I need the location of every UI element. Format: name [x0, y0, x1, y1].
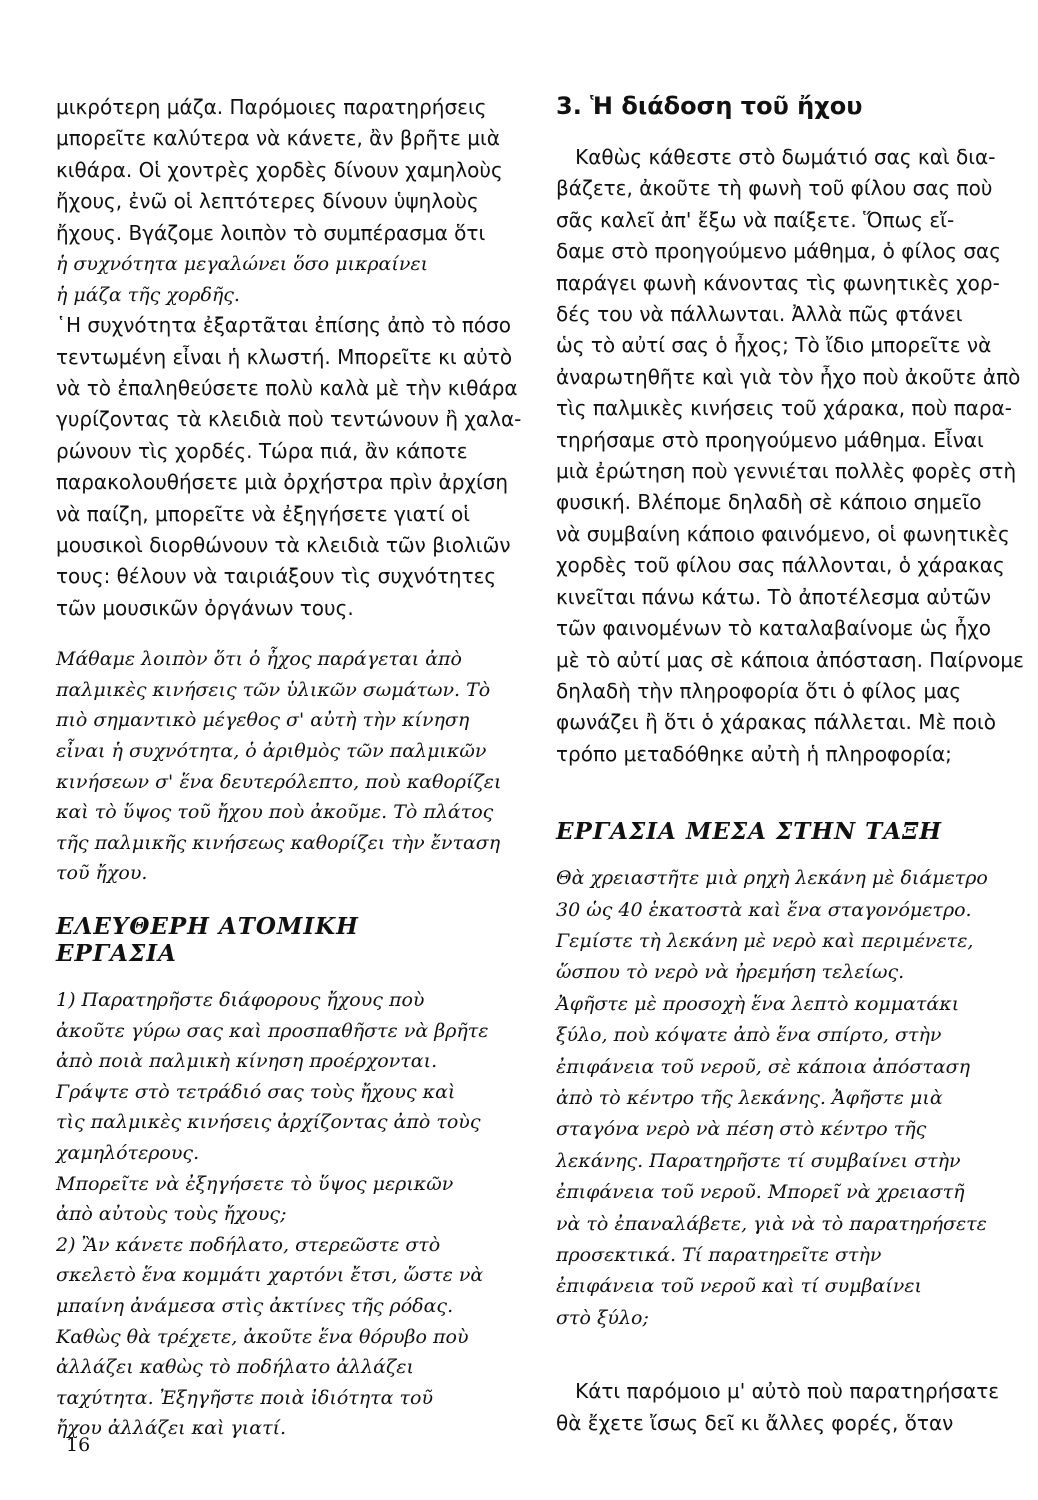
individual-exercises: 1) Παρατηρῆστε διάφορους ἤχους ποὺ ἀκοῦτε γύρω σας καὶ προσπαθῆστε νὰ βρῆτε ἀπὸ ποιὰ παλμικὴ κίνηση προέρχονται. Γράψτε στὸ τετράδιό σας τοὺς ἤχους καὶ τὶς παλμικὲς κινήσεις ἀρχίζοντας ἀπὸ τοὺς χαμηλότερους. Μπορεῖτε νὰ ἐξηγήσετε τὸ ὕψος μερικῶν ἀπὸ αὐτοὺς τοὺς ἤχους; 2) Ἂν κάνετε ποδήλατο, στερεῶστε στὸ σκελετὸ ἕνα κομμάτι χαρτόνι ἔτσι, ὥστε νὰ μπαίνη ἀνάμεσα στὶς ἀκτίνες τῆς ρόδας. Καθὼς θὰ τρέχετε, ἀκοῦτε ἕνα θόρυβο ποὺ ἀλλάζει καθὼς τὸ ποδήλατο ἀλλάζει ταχύτητα. Ἐξηγῆστε ποιὰ ἰδιότητα τοῦ ἤχου ἀλλάζει καὶ γιατί. [56, 989, 489, 1440]
summary-paragraph: Μάθαμε λοιπὸν ὅτι ὁ ἦχος παράγεται ἀπὸ παλμικὲς κινήσεις τῶν ὑλικῶν σωμάτων. Τὸ πιὸ σημαντικὸ μέγεθος σ' αὐτὴ τὴν κίνηση εἶναι ἡ συχνότητα, ὁ ἀριθμὸς τῶν παλμικῶν κινήσεων σ' ἕνα δευτερόλεπτο, ποὺ καθορίζει καὶ τὸ ὕψος τοῦ ἤχου ποὺ ἀκοῦμε. Τὸ πλάτος τῆς παλμικῆς κινήσεως καθορίζει τὴν ἔνταση τοῦ ἤχου. [56, 648, 502, 885]
right-column [556, 92, 1024, 1439]
section-heading: 3. Ἡ διάδοση τοῦ ἤχου [556, 92, 863, 120]
paragraph-tension: ῾Η συχνότητα ἐξαρτᾶται ἐπίσης ἀπὸ τὸ πόσο τεντωμένη εἶναι ἡ κλωστή. Μπορεῖτε κι αὐτὸ νὰ τὸ ἐπαληθεύσετε πολὺ καλὰ μὲ τὴν κιθάρα γυρίζοντας τὰ κλειδιὰ ποὺ τεντώνουν ἢ χαλα- ρώνουν τὶς χορδές. Τώρα πιά, ἂν κάποτε παρακολουθήσετε μιὰ ὀρχήστρα πρὶν ἀρχίση νὰ παίζη, μπορεῖτε νὰ ἐξηγήσετε γιατί οἱ μουσικοὶ διορθώνουν τὰ κλειδιὰ τῶν βιολιῶν τους: θέλουν νὰ ταιριάξουν τὶς συχνότητες τῶν μουσικῶν ὀργάνων τους. [56, 313, 522, 620]
free-individual-work-heading: ΕΛΕΥΘΕΡΗ ΑΤΟΜΙΚΗ ΕΡΓΑΣΙΑ [56, 913, 359, 968]
closing-paragraph: Κάτι παρόμοιο μ' αὐτὸ ποὺ παρατηρήσατε θὰ ἔχετε ἴσως δεῖ κι ἄλλες φορές, ὅταν [556, 1379, 1000, 1435]
classroom-work-heading: ΕΡΓΑΣΙΑ ΜΕΣΑ ΣΤΗΝ ΤΑΞΗ [556, 818, 942, 846]
paragraph-mass: μικρότερη μάζα. Παρόμοιες παρατηρήσεις μπορεῖτε καλύτερα νὰ κάνετε, ἂν βρῆτε μιὰ κιθάρα. Οἱ χοντρὲς χορδὲς δίνουν χαμηλοὺς ἤχους, ἐνῶ οἱ λεπτότερες δίνουν ὑψηλοὺς ἤχους. Βγάζομε λοιπὸν τὸ συμπέρασμα ὅτι [56, 95, 503, 245]
page-number: 16 [66, 1434, 91, 1456]
classroom-task: Θὰ χρειαστῆτε μιὰ ρηχὴ λεκάνη μὲ διάμετρο 30 ὡς 40 ἑκατοστὰ καὶ ἕνα σταγονόμετρο. Γεμίστε τὴ λεκάνη μὲ νερὸ καὶ περιμένετε, ὥσπου τὸ νερὸ νὰ ἠρεμήση τελείως. Ἀφῆστε μὲ προσοχὴ ἕνα λεπτὸ κομματάκι ξύλο, ποὺ κόψατε ἀπὸ ἕνα σπίρτο, στὴν ἐπιφάνεια τοῦ νεροῦ, σὲ κάποια ἀπόσταση ἀπὸ τὸ κέντρο τῆς λεκάνης. Ἀφῆστε μιὰ σταγόνα νερὸ νὰ πέση στὸ κέντρο τῆς λεκάνης. Παρατηρῆστε τί συμβαίνει στὴν ἐπιφάνεια τοῦ νεροῦ. Μπορεῖ νὰ χρειαστῆ νὰ τὸ ἐπαναλάβετε, γιὰ νὰ τὸ παρατηρήσετε προσεκτικά. Τί παρατηρεῖτε στὴν ἐπιφάνεια τοῦ νεροῦ καὶ τί συμβαίνει στὸ ξύλο; [556, 867, 988, 1329]
conclusion-mass-italic: ἡ συχνότητα μεγαλώνει ὅσο μικραίνει ἡ μάζα τῆς χορδῆς. [56, 253, 429, 306]
left-column [56, 92, 522, 1444]
propagation-paragraph: Καθὼς κάθεστε στὸ δωμάτιό σας καὶ δια- βάζετε, ἀκοῦτε τὴ φωνὴ τοῦ φίλου σας ποὺ σᾶς καλεῖ ἀπ' ἔξω νὰ παίξετε. Ὅπως εἴ- δαμε στὸ προηγούμενο μάθημα, ὁ φίλος σας παράγει φωνὴ κάνοντας τὶς φωνητικὲς χορ- δές του νὰ πάλλωνται. Ἀλλὰ πῶς φτάνει ὡς τὸ αὐτί σας ὁ ἦχος; Τὸ ἴδιο μπορεῖτε νὰ ἀναρωτηθῆτε καὶ γιὰ τὸν ἦχο ποὺ ἀκοῦτε ἀπὸ τὶς παλμικὲς κινήσεις τοῦ χάρακα, ποὺ παρα- τηρήσαμε στὸ προηγούμενο μάθημα. Εἶναι μιὰ ἐρώτηση ποὺ γεννιέται πολλὲς φορὲς στὴ φυσική. Βλέπομε δηλαδὴ σὲ κάποιο σημεῖο νὰ συμβαίνη κάποιο φαινόμενο, οἱ φωνητικὲς χορδὲς τοῦ φίλου σας πάλλονται, ὁ χάρακας κινεῖται πάνω κάτω. Τὸ ἀποτέλεσμα αὐτῶν τῶν φαινομένων τὸ καταλαβαίνομε ὡς ἦχο μὲ τὸ αὐτί μας σὲ κάποια ἀπόσταση. Παίρνομε δηλαδὴ τὴν πληροφορία ὅτι ὁ φίλος μας φωνάζει ἢ ὅτι ὁ χάρακας πάλλεται. Μὲ ποιὸ τρόπο μεταδόθηκε αὐτὴ ἡ πληροφορία; [556, 145, 1024, 766]
